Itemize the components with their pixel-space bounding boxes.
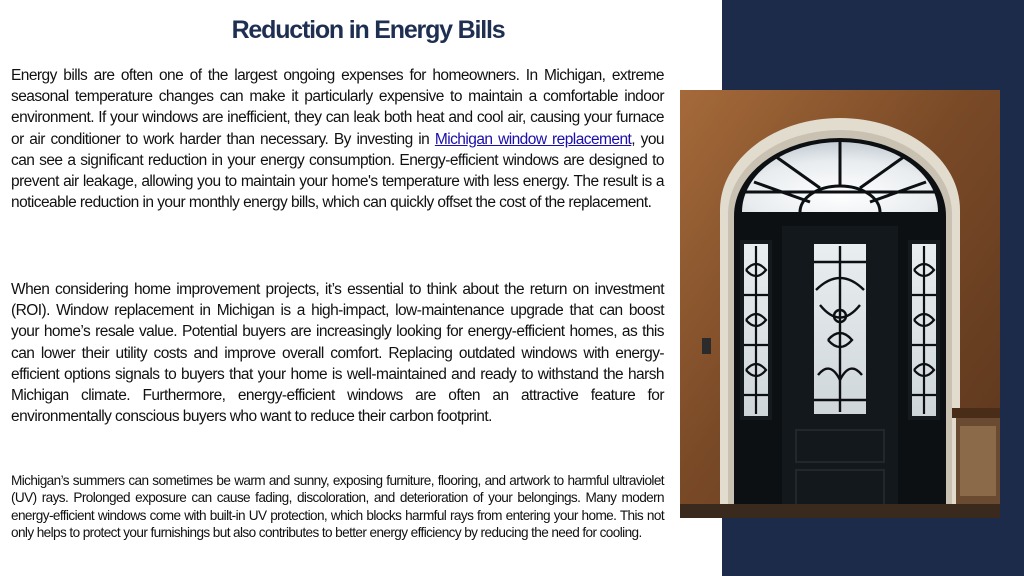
paragraph-1-text-before-link: Energy bills are often one of the largest ongoing expenses for homeowners. In Michigan, extreme seasonal temperature changes can make it particularly expensive to maintain a comfortable indoor environment. If your windows are inefficient, they can leak both heat and cool air, causing your furnace or air conditioner to work harder than necessary. By investing in bbox=[11, 67, 664, 148]
michigan-window-replacement-link[interactable]: Michigan window replacement bbox=[434, 130, 632, 148]
paragraph-1-text-after-link: , you can see a significant reduction in your energy consumption. Energy-efficient windows are designed to prevent air leakage, allowing you to maintain your home's temperature with less energy. The result is a noticeable reduction in your monthly energy bills, which can quickly offset the cost of the replacement. bbox=[11, 130, 664, 212]
paragraph-energy-bills bbox=[11, 65, 664, 213]
slide-title: Reduction in Energy Bills bbox=[231, 16, 505, 44]
paragraph-uv-protection: Michigan’s summers can sometimes be warm and sunny, exposing furniture, flooring, and artwork to harmful ultraviolet (UV) rays. Prolonged exposure can cause fading, discoloration, and deterioration of your belongings. Many modern energy-efficient windows come with built-in UV protection, which blocks harmful rays from entering your home. This not only helps to protect your furnishings but also contributes to better energy efficiency by reducing the need for cooling. bbox=[11, 473, 664, 540]
door-photo bbox=[680, 90, 1000, 518]
door-illustration bbox=[680, 90, 1000, 518]
paragraph-roi: When considering home improvement projects, it’s essential to think about the return on investment (ROI). Window replacement in Michigan is a high-impact, low-maintenance upgrade that can boost your home’s resale value. Potential buyers are increasingly looking for energy-efficient homes, as this can lower their utility costs and improve overall comfort. Replacing outdated windows with energy-efficient options signals to buyers that your home is well-maintained and ready to withstand the harsh Michigan climate. Furthermore, energy-efficient windows are often an attractive feature for environmentally conscious buyers who want to reduce their carbon footprint. bbox=[11, 281, 664, 426]
